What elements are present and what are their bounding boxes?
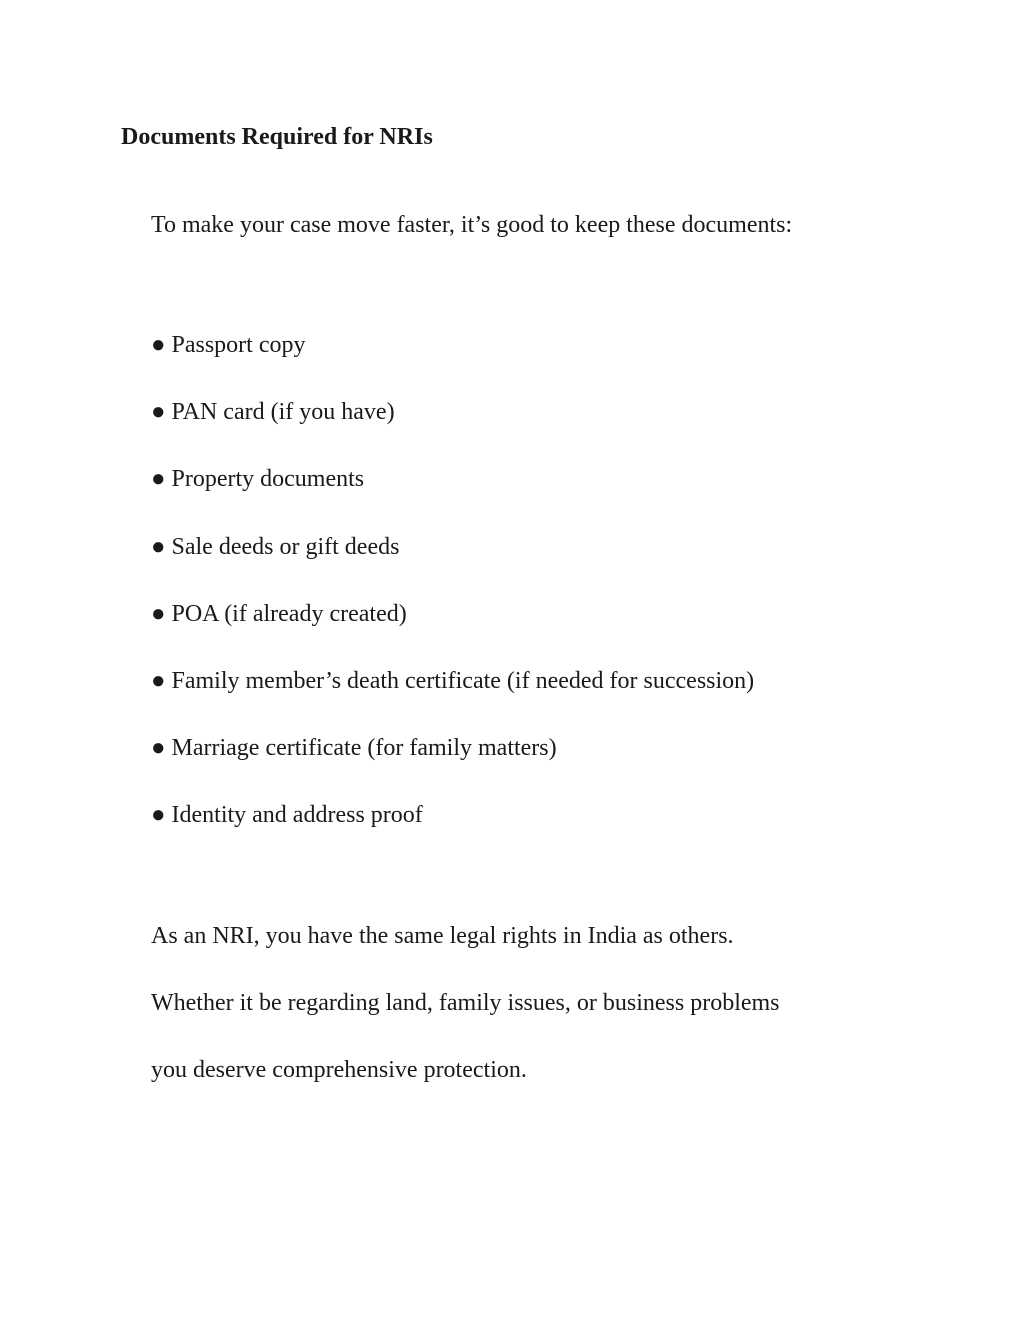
list-item-text: Family member’s death certificate (if needed for succession) — [171, 667, 755, 694]
list-item-text: PAN card (if you have) — [171, 399, 395, 426]
closing-line: As an NRI, you have the same legal rights in India as others. — [151, 923, 734, 949]
intro-text: To make your case move faster, it’s good to keep these documents: — [151, 212, 793, 238]
closing-line: Whether it be regarding land, family issues, or business problems — [151, 990, 780, 1017]
closing-line: you deserve comprehensive protection. — [151, 1057, 527, 1084]
bullet-icon: ● — [151, 466, 166, 493]
bullet-icon: ● — [151, 533, 166, 560]
list-item — [151, 396, 754, 463]
bullet-icon: ● — [151, 735, 166, 762]
list-item-text: Identity and address proof — [171, 802, 423, 829]
documents-list — [151, 329, 754, 867]
list-item — [151, 598, 754, 665]
list-item — [151, 531, 754, 598]
page-title: Documents Required for NRIs — [121, 124, 433, 150]
list-item-text: Sale deeds or gift deeds — [171, 533, 400, 560]
list-item-text: Passport copy — [171, 332, 306, 358]
list-item — [151, 732, 754, 799]
bullet-icon: ● — [151, 600, 166, 627]
bullet-icon: ● — [151, 802, 166, 829]
bullet-icon: ● — [151, 399, 166, 426]
bullet-icon: ● — [151, 332, 166, 358]
list-item-text: POA (if already created) — [171, 600, 407, 627]
bullet-icon: ● — [151, 667, 166, 694]
list-item — [151, 463, 754, 530]
list-item — [151, 799, 754, 866]
list-item — [151, 665, 754, 732]
list-item-text: Marriage certificate (for family matters) — [171, 735, 557, 762]
list-item — [151, 329, 754, 396]
closing-paragraph — [151, 920, 780, 1122]
list-item-text: Property documents — [171, 466, 365, 493]
